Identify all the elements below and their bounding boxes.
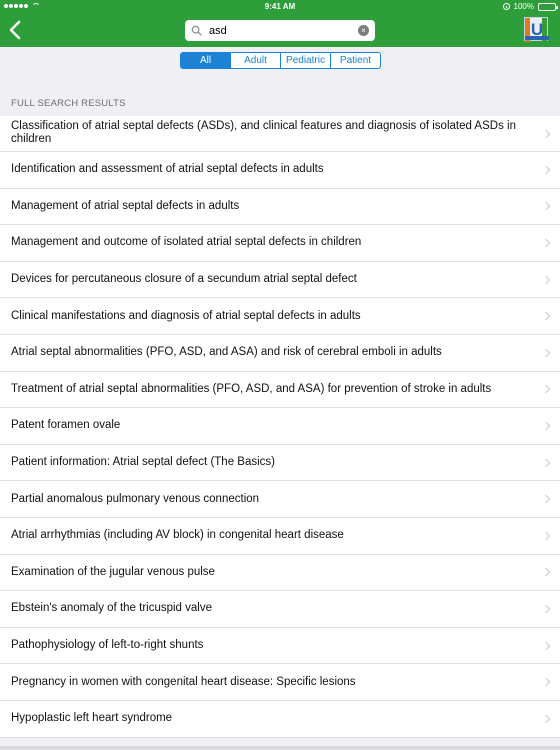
list-item-title: Pathophysiology of left-to-right shunts	[11, 639, 204, 652]
chevron-right-icon	[542, 385, 550, 393]
list-item-title: Devices for percutaneous closure of a secundum atrial septal defect	[11, 273, 357, 286]
bottom-edge	[0, 746, 560, 750]
list-item-title: Management and outcome of isolated atrial septal defects in children	[11, 236, 362, 249]
list-item[interactable]	[0, 481, 560, 518]
chevron-right-icon	[542, 422, 550, 430]
chevron-right-icon	[542, 312, 550, 320]
chevron-right-icon	[542, 239, 550, 247]
filter-segmented-control	[180, 52, 381, 69]
list-item-title: Hypoplastic left heart syndrome	[11, 712, 173, 725]
list-item-title: Atrial septal abnormalities (PFO, ASD, and ASA) and risk of cerebral emboli in adults	[11, 346, 442, 359]
list-item-title: Treatment of atrial septal abnormalities (PFO, ASD, and ASA) for prevention of stroke in adults	[11, 382, 492, 395]
list-item[interactable]	[0, 555, 560, 592]
search-bar[interactable]	[185, 20, 375, 41]
status-bar	[0, 0, 560, 14]
list-item[interactable]	[0, 591, 560, 628]
logo-letter: U	[530, 20, 544, 39]
status-time: 9:41 AM	[264, 2, 296, 11]
list-item[interactable]	[0, 225, 560, 262]
back-chevron-icon[interactable]	[8, 20, 22, 40]
list-item[interactable]	[0, 298, 560, 335]
filter-adult[interactable]: Adult	[230, 53, 280, 68]
chevron-right-icon	[542, 641, 550, 649]
list-item[interactable]	[0, 189, 560, 226]
chevron-right-icon	[542, 714, 550, 722]
uptodate-logo[interactable]	[524, 17, 548, 41]
list-item-title: Examination of the jugular venous pulse	[11, 565, 215, 578]
orientation-lock-icon	[503, 3, 510, 10]
list-item-title: Patient information: Atrial septal defect (The Basics)	[11, 456, 275, 469]
list-item[interactable]	[0, 518, 560, 555]
chevron-right-icon	[542, 568, 550, 576]
list-item-title: Pregnancy in women with congenital heart disease: Specific lesions	[11, 675, 356, 688]
list-item-title: Partial anomalous pulmonary venous connection	[11, 492, 260, 505]
chevron-right-icon	[542, 605, 550, 613]
list-item[interactable]	[0, 372, 560, 409]
list-item[interactable]	[0, 628, 560, 665]
search-results-list	[0, 116, 560, 738]
list-item-title: Clinical manifestations and diagnosis of atrial septal defects in adults	[11, 309, 361, 322]
chevron-right-icon	[542, 531, 550, 539]
filter-all[interactable]: All	[181, 53, 230, 68]
search-input[interactable]	[209, 25, 358, 37]
chevron-right-icon	[542, 275, 550, 283]
list-item-title: Ebstein's anomaly of the tricuspid valve	[11, 602, 212, 615]
list-item[interactable]	[0, 445, 560, 482]
list-item[interactable]	[0, 408, 560, 445]
list-item-title: Patent foramen ovale	[11, 419, 121, 432]
search-icon	[191, 25, 202, 36]
chevron-right-icon	[542, 495, 550, 503]
list-item-title: Classification of atrial septal defects (ASDs), and clinical features and diagnosis of isolated ASDs in children	[11, 120, 516, 145]
clear-search-icon[interactable]: ×	[358, 25, 369, 36]
list-item[interactable]	[0, 262, 560, 299]
list-item[interactable]	[0, 664, 560, 701]
chevron-right-icon	[542, 458, 550, 466]
chevron-right-icon	[542, 349, 550, 357]
battery-percent: 100%	[513, 2, 534, 11]
filter-patient[interactable]: Patient	[330, 53, 380, 68]
chevron-right-icon	[542, 202, 550, 210]
chevron-right-icon	[542, 678, 550, 686]
filter-pediatric[interactable]: Pediatric	[280, 53, 330, 68]
chevron-right-icon	[542, 129, 550, 137]
section-header: FULL SEARCH RESULTS	[11, 98, 126, 109]
list-item[interactable]	[0, 116, 560, 152]
top-bar	[0, 0, 560, 47]
list-item-title: Management of atrial septal defects in adults	[11, 199, 240, 212]
list-item[interactable]	[0, 701, 560, 738]
list-item[interactable]	[0, 335, 560, 372]
list-item-title: Identification and assessment of atrial septal defects in adults	[11, 163, 324, 176]
list-item-title: Atrial arrhythmias (including AV block) in congenital heart disease	[11, 529, 344, 542]
battery-icon	[538, 3, 556, 11]
list-item[interactable]	[0, 152, 560, 189]
chevron-right-icon	[542, 166, 550, 174]
